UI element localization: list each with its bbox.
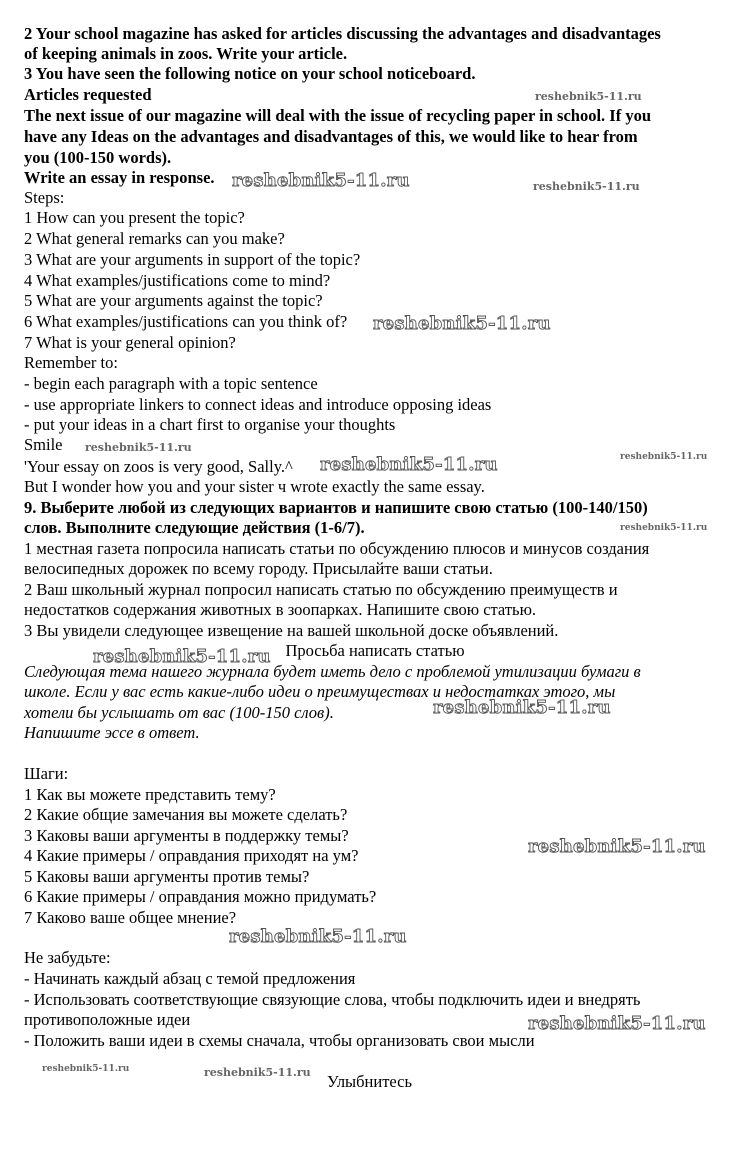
ru-option-3: 3 Вы увидели следующее извещение на вашей школьной доске объявлений. bbox=[24, 621, 559, 640]
steps-title: Steps: bbox=[24, 188, 65, 207]
ru-request-title: Просьба написать статью bbox=[285, 641, 465, 660]
task-line-3: 3 You have seen the following notice on your school noticeboard. bbox=[24, 64, 476, 83]
ru-task-line-1: 9. Выберите любой из следующих вариантов и напишите свою статью (100-140/150) bbox=[24, 498, 648, 517]
watermark: reshebnik5-11.ru bbox=[620, 523, 708, 533]
ru-task-line-2: слов. Выполните следующие действия (1-6/7). bbox=[24, 518, 365, 537]
watermark: reshebnik5-11.ru bbox=[42, 1064, 130, 1074]
task-line-1: 2 Your school magazine has asked for articles discussing the advantages and disadvantages bbox=[24, 24, 661, 43]
remember-item: - begin each paragraph with a topic sentence bbox=[24, 374, 318, 393]
watermark: reshebnik5-11.ru bbox=[528, 1013, 706, 1034]
notice-title: Articles requested bbox=[24, 85, 152, 104]
ru-notice-line-1: Следующая тема нашего журнала будет иметь дело с проблемой утилизации бумаги в bbox=[24, 662, 641, 681]
notice-line-3: you (100-150 words). bbox=[24, 148, 172, 167]
step-item: 2 What general remarks can you make? bbox=[24, 229, 285, 248]
step-item: 1 How can you present the topic? bbox=[24, 208, 245, 227]
ru-smile-heading: Улыбнитесь bbox=[327, 1072, 412, 1091]
ru-option-2-line-2: недостатков содержания животных в зоопарках. Напишите свою статью. bbox=[24, 600, 537, 619]
ru-notice-line-3: хотели бы услышать от вас (100-150 слов). bbox=[24, 703, 334, 722]
notice-line-1: The next issue of our magazine will deal with the issue of recycling paper in school. If you bbox=[24, 106, 652, 125]
ru-remember-item: - Положить ваши идеи в схемы сначала, чтобы организовать свои мысли bbox=[24, 1031, 535, 1050]
ru-step-item: 5 Каковы ваши аргументы против темы? bbox=[24, 867, 310, 886]
smile-heading: Smile bbox=[24, 435, 63, 454]
ru-notice-line-2: школе. Если у вас есть какие-либо идеи о преимуществах и недостатках этого, мы bbox=[24, 682, 616, 701]
notice-line-4: Write an essay in response. bbox=[24, 168, 215, 187]
watermark: reshebnik5-11.ru bbox=[229, 926, 407, 947]
ru-remember-item: - Использовать соответствующие связующие слова, чтобы подключить идеи и внедрять bbox=[24, 990, 641, 1009]
remember-item: - put your ideas in a chart first to organise your thoughts bbox=[24, 415, 396, 434]
ru-step-item: 2 Какие общие замечания вы можете сделать? bbox=[24, 805, 348, 824]
joke-line-1: 'Your essay on zoos is very good, Sally.^ bbox=[24, 457, 293, 476]
task-line-2: of keeping animals in zoos. Write your article. bbox=[24, 44, 348, 63]
remember-item: - use appropriate linkers to connect ideas and introduce opposing ideas bbox=[24, 395, 492, 414]
ru-remember-title: Не забудьте: bbox=[24, 948, 111, 967]
step-item: 5 What are your arguments against the topic? bbox=[24, 291, 323, 310]
ru-option-1-line-2: велосипедных дорожек по всему городу. Присылайте ваши статьи. bbox=[24, 559, 493, 578]
watermark: reshebnik5-11.ru bbox=[433, 697, 611, 718]
step-item: 4 What examples/justifications come to mind? bbox=[24, 271, 331, 290]
ru-steps-title: Шаги: bbox=[24, 764, 69, 783]
ru-step-item: 6 Какие примеры / оправдания можно придумать? bbox=[24, 887, 377, 906]
ru-step-item: 3 Каковы ваши аргументы в поддержку темы? bbox=[24, 826, 349, 845]
ru-option-1-line-1: 1 местная газета попросила написать статьи по обсуждению плюсов и минусов создания bbox=[24, 539, 650, 558]
watermark: reshebnik5-11.ru bbox=[232, 170, 410, 191]
step-item: 3 What are your arguments in support of the topic? bbox=[24, 250, 361, 269]
watermark: reshebnik5-11.ru bbox=[85, 441, 192, 454]
watermark: reshebnik5-11.ru bbox=[533, 180, 640, 193]
ru-step-item: 7 Каково ваше общее мнение? bbox=[24, 908, 237, 927]
ru-option-2-line-1: 2 Ваш школьный журнал попросил написать статью по обсуждению преимуществ и bbox=[24, 580, 618, 599]
watermark: reshebnik5-11.ru bbox=[620, 452, 708, 462]
remember-title: Remember to: bbox=[24, 353, 118, 372]
joke-line-2: But I wonder how you and your sister ч wrote exactly the same essay. bbox=[24, 477, 485, 496]
ru-step-item: 4 Какие примеры / оправдания приходят на ум? bbox=[24, 846, 359, 865]
ru-remember-item: противоположные идеи bbox=[24, 1010, 191, 1029]
notice-line-2: have any Ideas on the advantages and disadvantages of this, we would like to hear from bbox=[24, 127, 638, 146]
watermark: reshebnik5-11.ru bbox=[320, 454, 498, 475]
watermark: reshebnik5-11.ru bbox=[535, 90, 642, 103]
watermark: reshebnik5-11.ru bbox=[93, 646, 271, 667]
ru-notice-line-4: Напишите эссе в ответ. bbox=[24, 723, 200, 742]
watermark: reshebnik5-11.ru bbox=[528, 836, 706, 857]
ru-remember-item: - Начинать каждый абзац с темой предложения bbox=[24, 969, 356, 988]
ru-step-item: 1 Как вы можете представить тему? bbox=[24, 785, 276, 804]
watermark: reshebnik5-11.ru bbox=[204, 1066, 311, 1079]
watermark: reshebnik5-11.ru bbox=[373, 313, 551, 334]
step-item: 7 What is your general opinion? bbox=[24, 333, 236, 352]
step-item: 6 What examples/justifications can you think of? bbox=[24, 312, 348, 331]
